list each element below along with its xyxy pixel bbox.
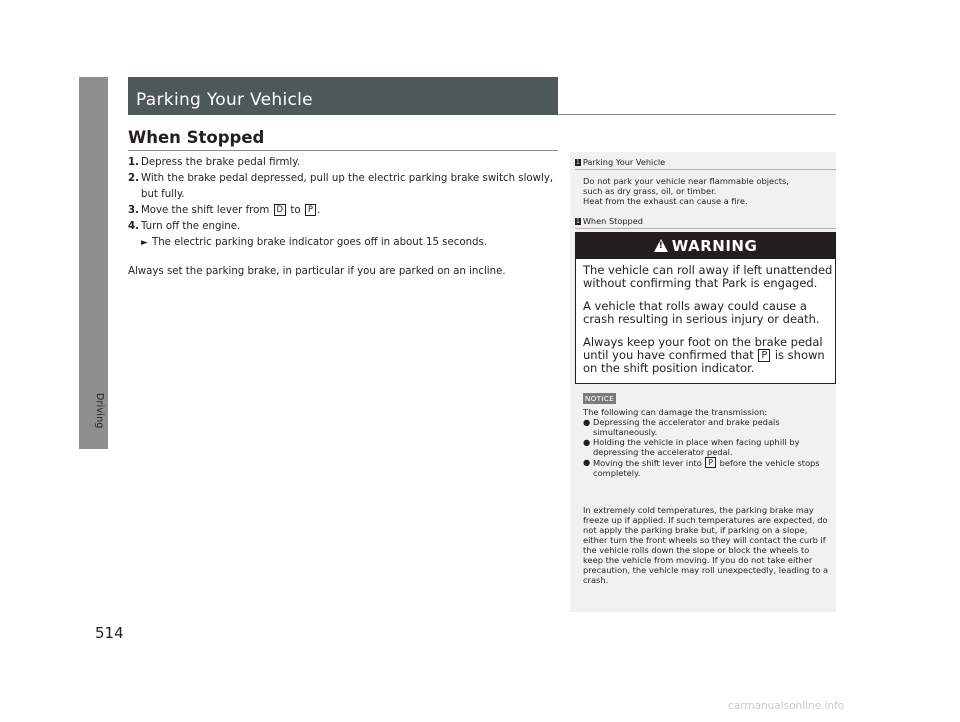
bullet-icon: ● — [583, 457, 591, 467]
step-3 — [128, 203, 558, 219]
shift-key-d: D — [274, 204, 287, 216]
notice-item — [583, 417, 831, 437]
ref-title: Parking Your Vehicle — [582, 157, 666, 167]
shift-key-p: P — [705, 457, 716, 468]
step-1 — [128, 155, 558, 171]
steps-list — [128, 155, 558, 251]
warning-header — [576, 233, 835, 259]
warning-triangle-icon — [654, 239, 668, 252]
ref-line: Heat from the exhaust can cause a fire. — [583, 196, 748, 206]
warning-text-3-post: is shown on the shift position indicator. — [583, 348, 825, 375]
result-text: The electric parking brake indicator goes off in about 15 seconds. — [152, 237, 488, 248]
ref-marker-icon: 1 — [576, 159, 580, 166]
notice-item-text-post: before the vehicle stops completely. — [593, 458, 820, 478]
notice-item — [583, 437, 831, 457]
ref-line: Do not park your vehicle near flammable objects, — [583, 176, 789, 186]
notice-intro: The following can damage the transmission: — [583, 407, 768, 417]
warning-text-3-pre: Always keep your foot on the brake pedal until you have confirmed that — [583, 335, 823, 362]
step-text: Move the shift lever from — [141, 205, 270, 216]
step-2 — [128, 171, 558, 203]
result-arrow-icon: ► — [141, 238, 148, 248]
step-number: 4. — [128, 221, 139, 232]
ref-parking-text — [583, 176, 831, 206]
notice-item-text: Holding the vehicle in place when facing uphill by depressing the accelerator pedal. — [593, 437, 800, 457]
page-title-bar — [128, 77, 558, 115]
notice-item-text-pre: Moving the shift lever into — [593, 458, 702, 468]
ref-rule — [575, 169, 836, 170]
step-4-result — [128, 235, 558, 251]
ref-rule — [575, 228, 836, 229]
page-title: Parking Your Vehicle — [136, 90, 313, 110]
ref-heading-parking — [575, 157, 665, 167]
shift-key-p: P — [758, 349, 770, 362]
step-text: With the brake pedal depressed, pull up the electric parking brake switch slowly, but fully. — [141, 173, 554, 200]
notice-badge: NOTICE — [585, 394, 614, 403]
step-text: Turn off the engine. — [141, 221, 241, 232]
notice-item — [583, 457, 831, 478]
warning-label: WARNING — [671, 237, 758, 255]
section-heading: When Stopped — [128, 128, 265, 147]
ref-heading-stopped — [575, 216, 643, 226]
notice-item-text: Depressing the accelerator and brake pedals simultaneously. — [593, 417, 780, 437]
step-4 — [128, 219, 558, 235]
chapter-label: Driving — [94, 393, 105, 429]
step-text-end: . — [316, 205, 321, 216]
warning-text-3 — [583, 336, 833, 375]
ref-marker-icon: 1 — [576, 218, 580, 225]
parking-brake-note: Always set the parking brake, in particular if you are parked on an incline. — [128, 266, 506, 277]
ref-line: such as dry grass, oil, or timber. — [583, 186, 717, 196]
warning-text-2: A vehicle that rolls away could cause a crash resulting in serious injury or death. — [583, 299, 820, 326]
page-number: 514 — [95, 624, 124, 642]
warning-text-1: The vehicle can roll away if left unattended without confirming that Park is engaged. — [583, 263, 833, 290]
shift-key-p: P — [305, 204, 316, 216]
section-rule — [128, 150, 558, 151]
step-number: 3. — [128, 205, 139, 216]
title-rule — [558, 114, 836, 115]
warning-box — [575, 232, 836, 384]
step-text: Depress the brake pedal firmly. — [141, 157, 301, 168]
bullet-icon: ● — [583, 417, 591, 427]
ref-title: When Stopped — [582, 216, 643, 226]
step-number: 1. — [128, 157, 139, 168]
step-text-mid: to — [290, 205, 301, 216]
bullet-icon: ● — [583, 437, 591, 447]
cold-weather-text: In extremely cold temperatures, the parking brake may freeze up if applied. If such temperatures are expected, do not apply the parking brake but, if parking on a slope, either turn the front wheels so they will contact the curb if the vehicle rolls down the slope or block the wheels to keep the vehicle from moving. If you do not take either precaution, the vehicle may roll unexpectedly, leading to a crash. — [583, 505, 829, 585]
notice-list — [583, 407, 831, 478]
watermark: carmanualsonline.info — [728, 700, 845, 712]
step-number: 2. — [128, 173, 139, 184]
